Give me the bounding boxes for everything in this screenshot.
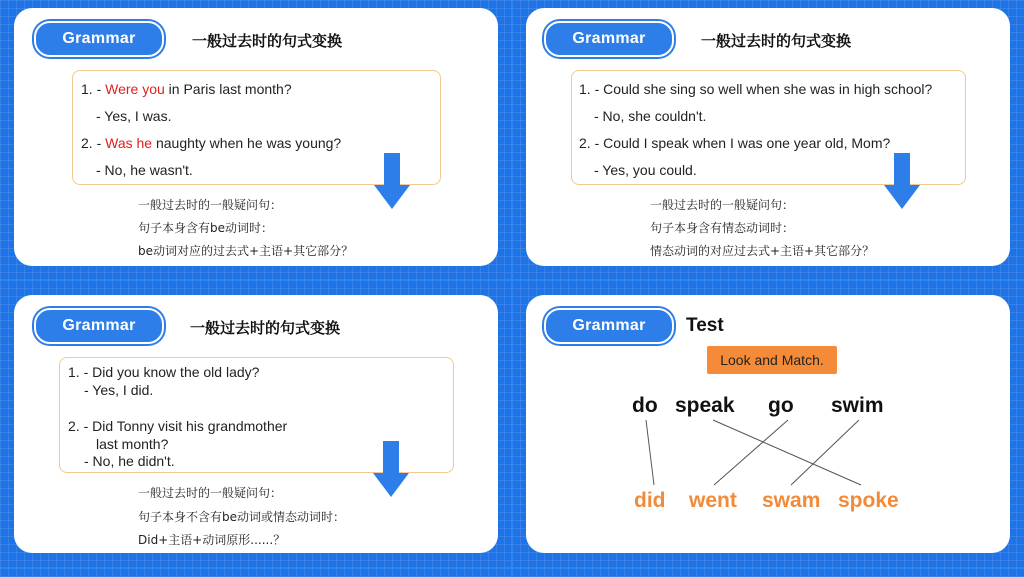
- match-line-speak-spoke: [713, 420, 861, 485]
- word-speak[interactable]: speak: [675, 394, 735, 417]
- word-go[interactable]: go: [768, 394, 794, 417]
- highlight-phrase: Were you: [105, 81, 165, 97]
- question-2: 2. - Could I speak when I was one year old, Mom?: [579, 135, 891, 151]
- answer-2: - Yes, you could.: [594, 162, 697, 178]
- test-title: Test: [686, 315, 724, 336]
- question-text: naughty when he was young?: [152, 135, 342, 151]
- answer-went[interactable]: went: [689, 489, 737, 512]
- question-number: 1. -: [81, 81, 106, 97]
- grammar-tag: Grammar: [34, 21, 164, 57]
- question-2: 2. - Did Tonny visit his grandmother: [68, 418, 288, 434]
- horizontal-divider: [0, 279, 1024, 281]
- question-2-continued: last month?: [96, 436, 169, 452]
- down-arrow-icon: [374, 153, 410, 209]
- answer-1: - No, she couldn't.: [594, 108, 707, 124]
- rule-line-2: 句子本身含有be动词时：: [138, 221, 274, 235]
- rule-line-1: 一般过去时的一般疑问句：: [138, 198, 283, 212]
- question-text: in Paris last month?: [164, 81, 292, 97]
- look-and-match-button[interactable]: Look and Match.: [707, 346, 837, 374]
- rule-line-3: 情态动词的对应过去式+主语+其它部分？: [650, 244, 875, 258]
- rule-line-3: Did+主语+动词原形......？: [138, 533, 286, 547]
- slide-heading: 一般过去时的句式变换: [190, 319, 341, 337]
- answer-2: - No, he wasn't.: [96, 162, 193, 178]
- slide-test-match[interactable]: [526, 295, 1010, 553]
- grammar-tag: Grammar: [34, 308, 164, 344]
- answer-1: - Yes, I was.: [96, 108, 172, 124]
- match-line-do-did: [646, 420, 654, 485]
- word-swim[interactable]: swim: [831, 394, 884, 417]
- grammar-tag: Grammar: [544, 21, 674, 57]
- slide-modal-verb[interactable]: [526, 8, 1010, 266]
- answer-swam[interactable]: swam: [762, 489, 821, 512]
- slide-heading: 一般过去时的句式变换: [701, 32, 852, 50]
- slide-be-verb[interactable]: [14, 8, 498, 266]
- match-line-go-went: [714, 420, 788, 485]
- answer-2: - No, he didn't.: [84, 453, 175, 469]
- rule-line-1: 一般过去时的一般疑问句：: [650, 198, 795, 212]
- down-arrow-icon: [373, 441, 409, 497]
- vertical-divider: [511, 0, 513, 577]
- answer-spoke[interactable]: spoke: [838, 489, 899, 512]
- rule-line-3: be动词对应的过去式+主语+其它部分？: [138, 244, 354, 258]
- highlight-phrase: Was he: [105, 135, 153, 151]
- match-line-swim-swam: [791, 420, 859, 485]
- answer-1: - Yes, I did.: [84, 382, 154, 398]
- grammar-tag: Grammar: [544, 308, 674, 344]
- down-arrow-icon: [884, 153, 920, 209]
- answer-did[interactable]: did: [634, 489, 666, 512]
- match-lines: [526, 295, 1010, 553]
- slide-did-question[interactable]: [14, 295, 498, 553]
- rule-line-2: 句子本身含有情态动词时：: [650, 221, 795, 235]
- word-do[interactable]: do: [632, 394, 658, 417]
- slide-heading: 一般过去时的句式变换: [192, 32, 343, 50]
- rule-line-2: 句子本身不含有be动词或情态动词时：: [138, 510, 346, 524]
- rule-line-1: 一般过去时的一般疑问句：: [138, 486, 283, 500]
- question-1: [81, 81, 292, 97]
- question-1: 1. - Could she sing so well when she was in high school?: [579, 81, 933, 97]
- question-2: [81, 135, 341, 151]
- question-1: 1. - Did you know the old lady?: [68, 364, 260, 380]
- question-number: 2. -: [81, 135, 106, 151]
- bottom-divider: [0, 567, 1024, 569]
